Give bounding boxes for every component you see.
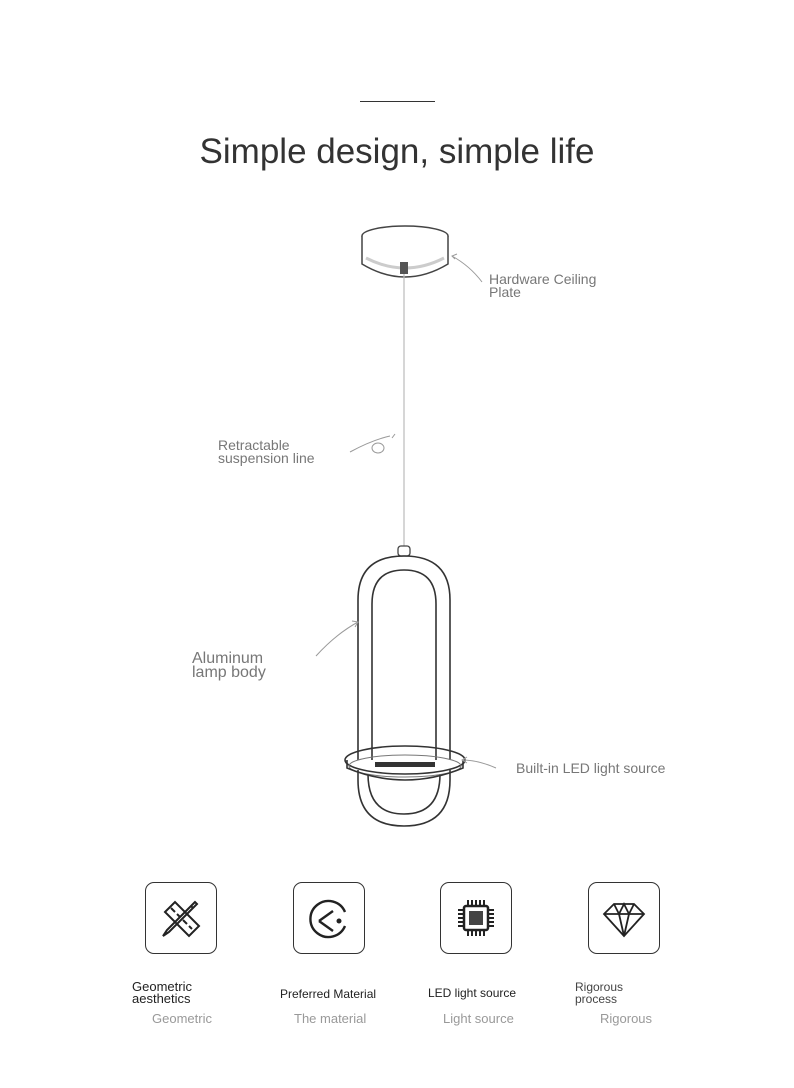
feature-subtitle-led: Light source	[443, 1011, 514, 1026]
feature-geometric	[145, 882, 217, 954]
material-dial-icon	[305, 894, 353, 942]
diamond-icon	[600, 894, 648, 942]
ceiling-plate	[362, 226, 448, 277]
callout-ceiling-plate: Hardware Ceiling Plate	[489, 271, 597, 300]
feature-title-rigorous: Rigorous process	[575, 980, 624, 1006]
feature-rigorous	[588, 882, 660, 954]
leader-lines	[316, 254, 496, 768]
feature-title-led: LED light source	[428, 986, 517, 1000]
lamp-body	[345, 546, 465, 826]
feature-led	[440, 882, 512, 954]
pencil-ruler-icon	[157, 894, 205, 942]
feature-title-material: Preferred Material	[280, 987, 377, 1001]
feature-subtitle-material: The material	[294, 1011, 367, 1026]
callout-suspension-line: Retractable suspension line	[218, 437, 315, 466]
led-chip-icon	[452, 894, 500, 942]
feature-subtitle-rigorous: Rigorous	[600, 1011, 653, 1026]
callout-led-source: Built-in LED light source	[516, 760, 666, 776]
callout-lamp-body: Aluminum lamp body	[192, 650, 266, 681]
page-title: Simple design, simple life	[199, 132, 595, 171]
feature-material	[293, 882, 365, 954]
feature-title-geometric: Geometric aesthetics	[132, 979, 192, 1006]
feature-subtitle-geometric: Geometric	[152, 1011, 212, 1026]
